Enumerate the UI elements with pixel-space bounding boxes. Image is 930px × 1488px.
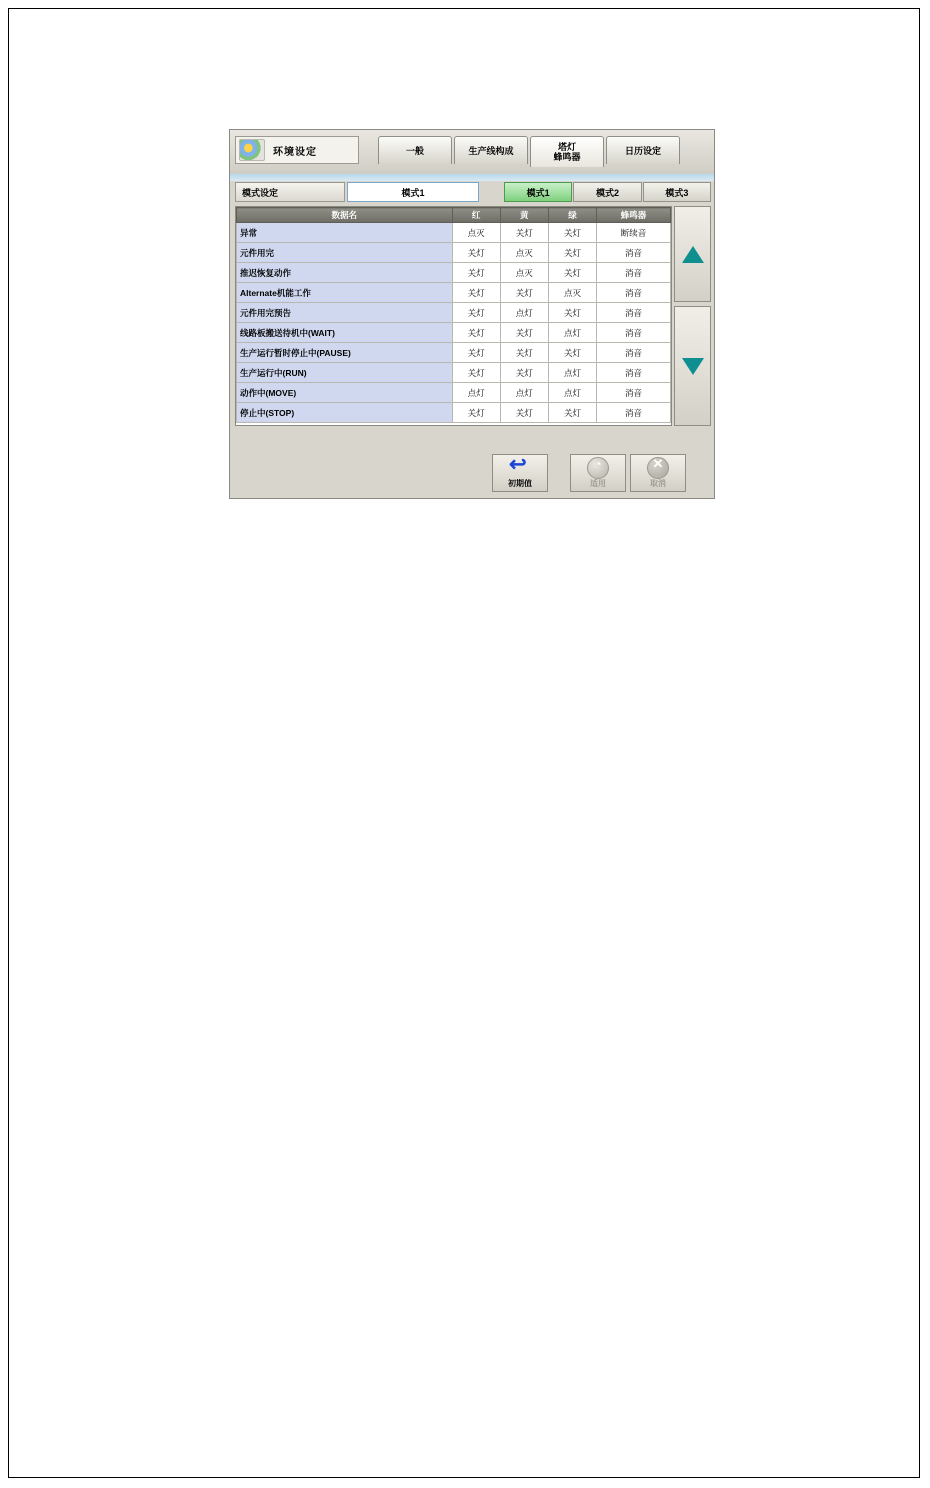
cell-yellow[interactable]: 关灯 <box>500 323 548 343</box>
cell-red[interactable]: 关灯 <box>452 363 500 383</box>
cell-red[interactable]: 关灯 <box>452 323 500 343</box>
tab-tower-lamp-label: 塔灯 <box>557 142 576 152</box>
tab-production-line-label: 生产线构成 <box>468 145 514 156</box>
cell-green[interactable]: 关灯 <box>548 263 596 283</box>
mode-tab-3[interactable]: 模式3 <box>643 182 711 202</box>
table-row[interactable] <box>237 263 671 283</box>
window-header <box>230 130 714 174</box>
cell-name: 元件用完 <box>237 243 453 263</box>
tab-calendar-label: 日历设定 <box>624 145 661 156</box>
triangle-down-icon <box>682 358 704 375</box>
cell-buzzer[interactable]: 消音 <box>597 383 671 403</box>
table-row[interactable] <box>237 343 671 363</box>
mode-value-field[interactable]: 模式1 <box>347 182 479 202</box>
cell-yellow[interactable]: 点灭 <box>500 263 548 283</box>
cancel-label: 取消 <box>650 479 666 488</box>
mode-setting-label: 模式设定 <box>235 182 345 202</box>
window-title-box <box>235 136 359 164</box>
cell-yellow[interactable]: 关灯 <box>500 363 548 383</box>
apply-label: 适用 <box>590 479 606 488</box>
default-value-button[interactable] <box>492 454 548 492</box>
tab-general-label: 一般 <box>405 145 424 156</box>
scroll-down-button[interactable] <box>674 306 711 426</box>
cell-name: 动作中(MOVE) <box>237 383 453 403</box>
cell-buzzer[interactable]: 消音 <box>597 323 671 343</box>
cell-yellow[interactable]: 关灯 <box>500 283 548 303</box>
header-divider <box>230 174 714 181</box>
col-header-green: 绿 <box>548 208 596 223</box>
cell-red[interactable]: 关灯 <box>452 283 500 303</box>
cell-buzzer[interactable]: 消音 <box>597 303 671 323</box>
footer-bar <box>230 446 714 498</box>
cell-name: Alternate机能工作 <box>237 283 453 303</box>
cell-buzzer[interactable]: 消音 <box>597 283 671 303</box>
cell-green[interactable]: 点灭 <box>548 283 596 303</box>
table-row[interactable] <box>237 363 671 383</box>
table-body <box>237 223 671 423</box>
tab-tower-lamp-buzzer[interactable] <box>530 136 604 167</box>
cell-red[interactable]: 点灯 <box>452 383 500 403</box>
cell-yellow[interactable]: 关灯 <box>500 403 548 423</box>
col-header-name: 数据名 <box>237 208 453 223</box>
cell-green[interactable]: 关灯 <box>548 223 596 243</box>
col-header-red: 红 <box>452 208 500 223</box>
cell-yellow[interactable]: 点灭 <box>500 243 548 263</box>
cell-red[interactable]: 关灯 <box>452 243 500 263</box>
environment-settings-window <box>229 129 715 499</box>
cell-yellow[interactable]: 点灯 <box>500 383 548 403</box>
cell-yellow[interactable]: 关灯 <box>500 223 548 243</box>
apply-button[interactable] <box>570 454 626 492</box>
undo-arrow-icon <box>509 457 531 479</box>
cell-name: 生产运行暂时停止中(PAUSE) <box>237 343 453 363</box>
scroll-up-button[interactable] <box>674 206 711 302</box>
cell-name: 异常 <box>237 223 453 243</box>
tab-production-line[interactable] <box>454 136 528 164</box>
close-icon <box>647 457 669 479</box>
cell-green[interactable]: 点灯 <box>548 363 596 383</box>
cell-name: 停止中(STOP) <box>237 403 453 423</box>
cell-red[interactable]: 关灯 <box>452 403 500 423</box>
cell-red[interactable]: 点灭 <box>452 223 500 243</box>
tab-buzzer-label: 蜂鸣器 <box>553 152 581 162</box>
triangle-up-icon <box>682 246 704 263</box>
mode-tab-2[interactable]: 模式2 <box>573 182 641 202</box>
cell-green[interactable]: 点灯 <box>548 383 596 403</box>
cell-buzzer[interactable]: 消音 <box>597 403 671 423</box>
cell-red[interactable]: 关灯 <box>452 263 500 283</box>
cell-name: 推迟恢复动作 <box>237 263 453 283</box>
cell-green[interactable]: 关灯 <box>548 303 596 323</box>
cell-green[interactable]: 关灯 <box>548 343 596 363</box>
table-header-row <box>237 208 671 223</box>
scroll-button-column <box>674 206 711 426</box>
table-row[interactable] <box>237 223 671 243</box>
cell-red[interactable]: 关灯 <box>452 303 500 323</box>
table-row[interactable] <box>237 403 671 423</box>
cell-green[interactable]: 关灯 <box>548 403 596 423</box>
col-header-yellow: 黄 <box>500 208 548 223</box>
cell-buzzer[interactable]: 消音 <box>597 363 671 383</box>
table-row[interactable] <box>237 283 671 303</box>
table-row[interactable] <box>237 323 671 343</box>
tab-bar <box>378 136 682 166</box>
cell-name: 线路板搬送待机中(WAIT) <box>237 323 453 343</box>
page-title: 环境设定 <box>273 146 317 158</box>
mode-tab-group <box>503 182 711 202</box>
apply-icon <box>587 457 609 479</box>
cell-name: 元件用完预告 <box>237 303 453 323</box>
table-row[interactable] <box>237 243 671 263</box>
mode-tab-1[interactable]: 模式1 <box>504 182 572 202</box>
default-value-label: 初期值 <box>508 479 532 488</box>
cell-yellow[interactable]: 关灯 <box>500 343 548 363</box>
palette-icon <box>239 139 265 161</box>
settings-table <box>235 206 672 426</box>
cell-buzzer[interactable]: 消音 <box>597 263 671 283</box>
cell-green[interactable]: 点灯 <box>548 323 596 343</box>
table-row[interactable] <box>237 383 671 403</box>
cell-buzzer[interactable]: 断续音 <box>597 223 671 243</box>
cell-green[interactable]: 关灯 <box>548 243 596 263</box>
tab-calendar-setting[interactable] <box>606 136 680 164</box>
mode-bar <box>235 182 711 203</box>
cell-yellow[interactable]: 点灯 <box>500 303 548 323</box>
tab-general[interactable] <box>378 136 452 164</box>
cell-name: 生产运行中(RUN) <box>237 363 453 383</box>
cell-red[interactable]: 关灯 <box>452 343 500 363</box>
cancel-button[interactable] <box>630 454 686 492</box>
cell-buzzer[interactable]: 消音 <box>597 243 671 263</box>
col-header-buzzer: 蜂鸣器 <box>597 208 671 223</box>
cell-buzzer[interactable]: 消音 <box>597 343 671 363</box>
table-row[interactable] <box>237 303 671 323</box>
